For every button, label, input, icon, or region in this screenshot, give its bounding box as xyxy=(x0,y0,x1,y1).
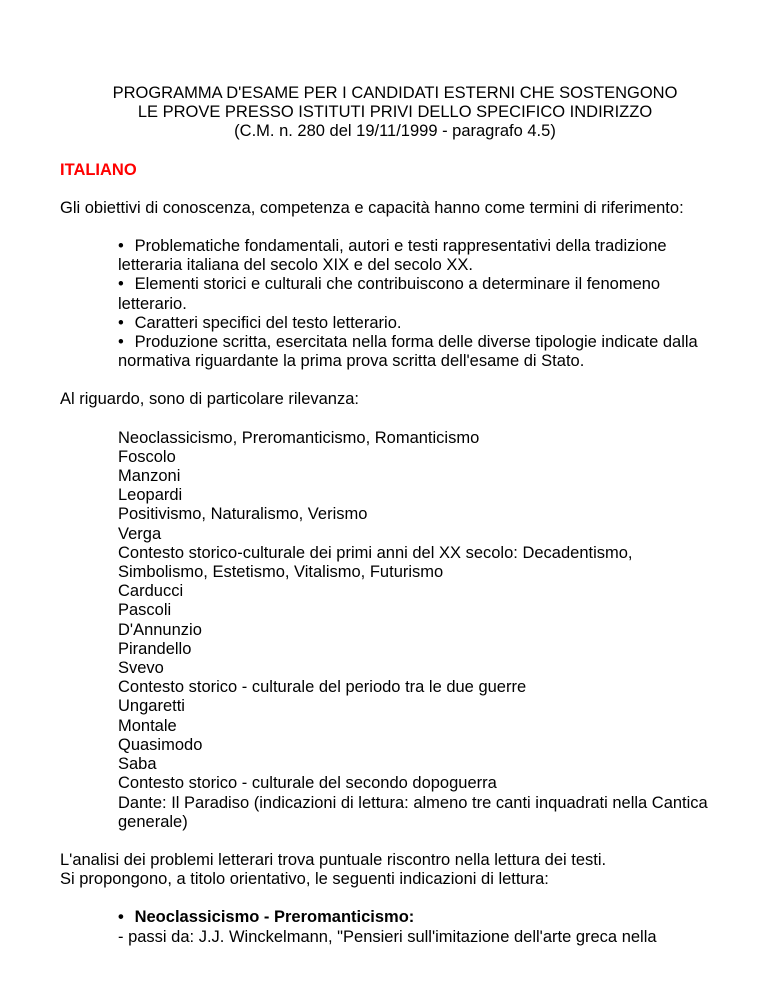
bullet-icon: • xyxy=(118,333,124,352)
topic-item: Neoclassicismo, Preromanticismo, Romanticismo xyxy=(118,428,480,447)
section-title: ITALIANO xyxy=(60,160,137,179)
list-item xyxy=(118,237,708,275)
bullet-icon: • xyxy=(118,313,124,332)
objective-text: Produzione scritta, esercitata nella forma delle diverse tipologie indicate dalla normativa riguardante la prima prova scritta dell'esame di Stato. xyxy=(118,333,698,371)
analysis-line-2: Si propongono, a titolo orientativo, le seguenti indicazioni di lettura: xyxy=(60,870,549,889)
topic-item: Saba xyxy=(118,755,157,774)
objective-text: Caratteri specifici del testo letterario. xyxy=(134,313,402,332)
header-line-3: (C.M. n. 280 del 19/11/1999 - paragrafo 4.5) xyxy=(234,122,556,141)
bullet-icon: • xyxy=(118,275,124,294)
header-line-1: PROGRAMMA D'ESAME PER I CANDIDATI ESTERNI CHE SOSTENGONO xyxy=(112,84,678,102)
topic-item: Contesto storico - culturale del secondo dopoguerra xyxy=(118,774,497,793)
list-item xyxy=(118,275,708,313)
analysis-line-1: L'analisi dei problemi letterari trova puntuale riscontro nella lettura dei testi. xyxy=(60,850,607,869)
header-line-2: LE PROVE PRESSO ISTITUTI PRIVI DELLO SPECIFICO INDIRIZZO xyxy=(137,103,653,122)
topic-item: Pascoli xyxy=(118,601,172,620)
readings-heading-text: Neoclassicismo - Preromanticismo: xyxy=(134,908,415,927)
topic-item: D'Annunzio xyxy=(118,620,202,639)
analysis-paragraph xyxy=(60,851,708,889)
objectives-list xyxy=(60,237,708,371)
readings-heading xyxy=(118,908,708,927)
objective-text: Elementi storici e culturali che contribuiscono a determinare il fenomeno letterario. xyxy=(118,275,661,313)
objective-text: Problematiche fondamentali, autori e testi rappresentativi della tradizione letteraria italiana del secolo XIX e del secolo XX. xyxy=(118,237,667,275)
intro-paragraph: Gli obiettivi di conoscenza, competenza e capacità hanno come termini di riferimento: xyxy=(60,198,684,217)
topic-item: Contesto storico - culturale del periodo tra le due guerre xyxy=(118,678,527,697)
topic-item: Quasimodo xyxy=(118,735,203,754)
list-item xyxy=(118,333,708,371)
topic-item: Svevo xyxy=(118,659,164,678)
topic-item: Dante: Il Paradiso (indicazioni di lettura: almeno tre canti inquadrati nella Cantica generale) xyxy=(118,793,708,831)
document-header xyxy=(60,84,708,142)
readings-first-line: - passi da: J.J. Winckelmann, "Pensieri sull'imitazione dell'arte greca nella xyxy=(118,927,657,946)
topic-item: Montale xyxy=(118,716,177,735)
relevance-intro: Al riguardo, sono di particolare rilevanza: xyxy=(60,390,359,409)
topic-item: Leopardi xyxy=(118,486,183,505)
topic-item: Manzoni xyxy=(118,467,181,486)
bullet-icon: • xyxy=(118,237,124,256)
bullet-icon: • xyxy=(118,908,124,927)
topic-item: Pirandello xyxy=(118,639,192,658)
readings-section xyxy=(60,908,708,946)
topic-item: Ungaretti xyxy=(118,697,185,716)
topic-item: Contesto storico-culturale dei primi anni del XX secolo: Decadentismo, Simbolismo, Estetismo, Vitalismo, Futurismo xyxy=(118,543,633,582)
list-item xyxy=(118,314,708,333)
topic-item: Carducci xyxy=(118,582,184,601)
topic-item: Foscolo xyxy=(118,447,176,466)
topics-list xyxy=(60,429,708,832)
topic-item: Verga xyxy=(118,524,162,543)
topic-item: Positivismo, Naturalismo, Verismo xyxy=(118,505,368,524)
